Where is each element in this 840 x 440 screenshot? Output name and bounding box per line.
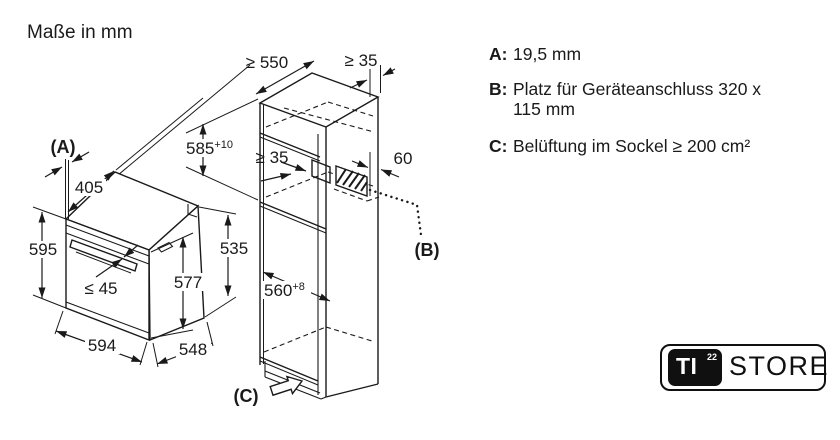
dim-label-body-height: 535 xyxy=(219,239,249,258)
ti-badge-superscript: 22 xyxy=(706,352,717,362)
legend-item-b xyxy=(489,79,761,119)
legend-key-b: B: xyxy=(489,79,508,99)
dim-label-handle-protrusion: ≤ 45 xyxy=(84,279,118,298)
dim-label-min-depth: ≥ 550 xyxy=(245,53,289,72)
dim-label-door-height: 577 xyxy=(173,273,203,292)
page-title: Maße in mm xyxy=(27,22,133,43)
legend-key-c: C: xyxy=(489,136,508,156)
oven-drawing xyxy=(66,65,250,340)
legend-key-a: A: xyxy=(489,44,508,64)
dim-label-connection-offset: 60 xyxy=(393,149,413,168)
dim-label-front-width: 594 xyxy=(87,336,117,355)
legend-text-b-line1: Platz für Geräteanschluss 320 x xyxy=(513,79,762,99)
legend-text-a: 19,5 mm xyxy=(513,44,582,64)
dim-label-niche-height: $585^{+10}$ xyxy=(186,139,234,158)
legend-item-c xyxy=(489,136,750,156)
dim-label-mid-rear-gap: ≥ 35 xyxy=(255,148,289,167)
legend-item-a xyxy=(489,44,581,64)
spacer-block xyxy=(312,160,330,183)
dim-label-b-ref: (B) xyxy=(414,240,440,260)
ti-store-logo xyxy=(660,344,830,391)
store-wordmark: STORE xyxy=(729,351,830,381)
legend-text-c: Belüftung im Sockel ≥ 200 cm² xyxy=(513,136,751,156)
dim-label-c-ref: (C) xyxy=(233,386,259,406)
connection-area-hatched xyxy=(336,166,367,196)
ti-badge xyxy=(668,349,722,386)
dim-label-total-height: 595 xyxy=(28,240,58,259)
dim-label-body-depth: 548 xyxy=(178,340,208,359)
legend-text-b-line2: 115 mm xyxy=(513,99,575,119)
dim-label-top-depth: 405 xyxy=(74,178,104,197)
ti-badge-text: TI xyxy=(676,353,698,379)
dim-label-top-rear-gap: ≥ 35 xyxy=(344,51,378,70)
cabinet-drawing xyxy=(260,73,421,399)
dim-label-niche-width: $560^{+8}$ xyxy=(264,281,305,300)
dim-label-a-ref: (A) xyxy=(50,137,76,157)
